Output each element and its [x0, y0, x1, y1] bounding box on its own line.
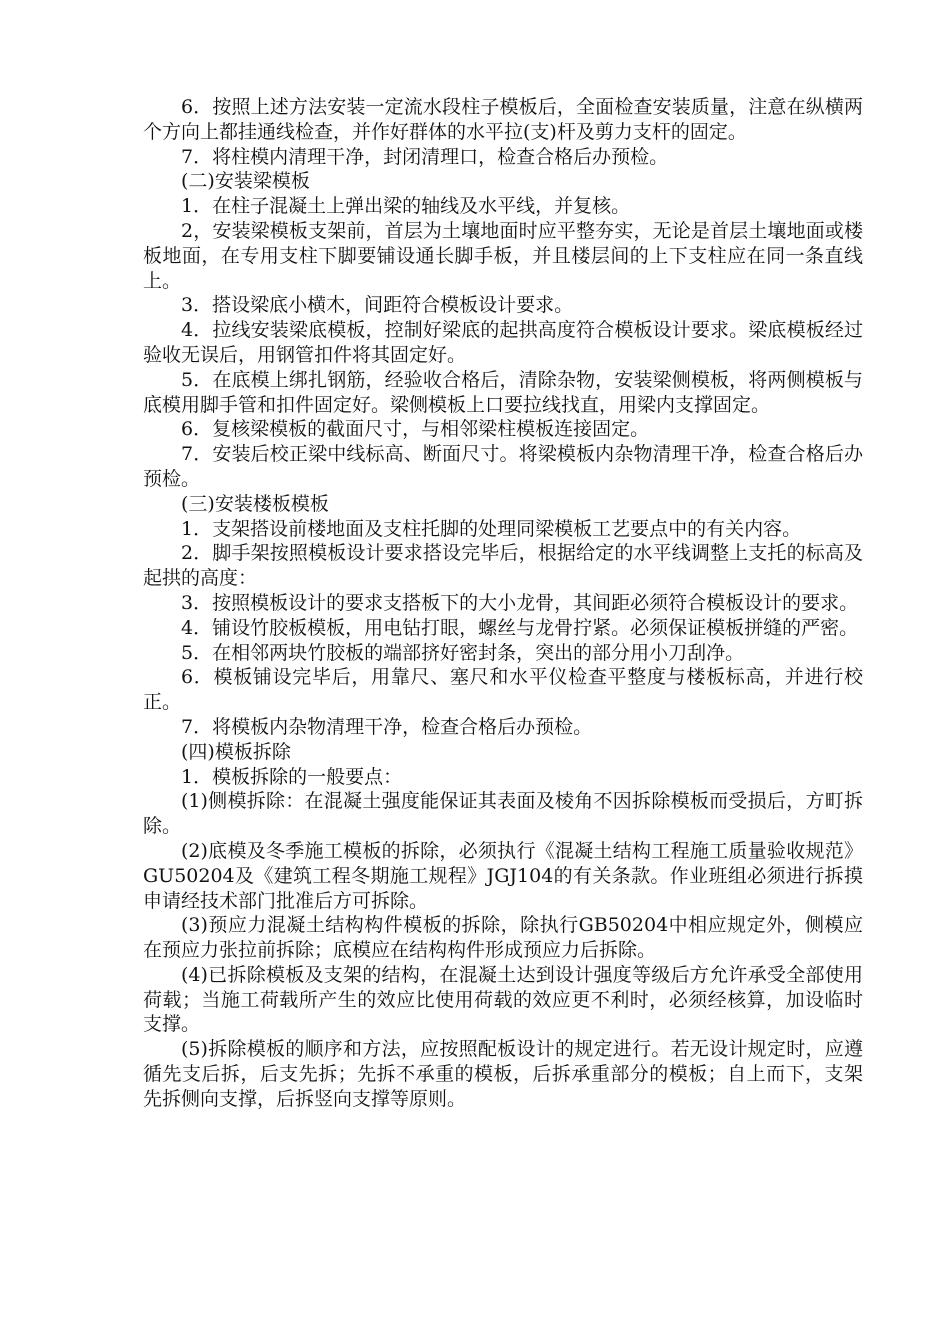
paragraph-slab-1: 1．支架搭设前楼地面及支柱托脚的处理同梁模板工艺要点中的有关内容。: [181, 517, 802, 540]
section-heading-beam-formwork: (二)安装梁模板: [181, 170, 310, 193]
paragraph-slab-2: 2．脚手架按照模板设计要求搭设完毕后，根据给定的水平线调整上支托的标高及起拱的高度：: [143, 542, 863, 590]
paragraph-removal-1: 1．模板拆除的一般要点：: [181, 765, 403, 788]
paragraph-removal-sub-3: (3)预应力混凝土结构构件模板的拆除，除执行GB50204中相应规定外，侧模应在预应力张拉前拆除；底模应在结构构件形成预应力后拆除。: [143, 914, 863, 962]
paragraph-removal-sub-5: (5)拆除模板的顺序和方法，应按照配板设计的规定进行。若无设计规定时，应遵循先支后拆，后支先拆；先拆不承重的模板，后拆承重部分的模板；自上而下，支架先拆侧向支撑，后拆竖向支撑等原则。: [143, 1038, 863, 1110]
document-body: [143, 95, 863, 1112]
paragraph-beam-6: 6．复核梁模板的截面尺寸，与相邻梁柱模板连接固定。: [181, 418, 650, 441]
paragraph-slab-7: 7．将模板内杂物清理干净，检查合格后办预检。: [181, 715, 593, 738]
paragraph-slab-4: 4．铺设竹胶板模板，用电钻打眼，螺丝与龙骨拧紧。必须保证模板拼缝的严密。: [181, 616, 859, 639]
paragraph-removal-sub-1: (1)侧模拆除：在混凝土强度能保证其表面及棱角不因拆除模板而受损后，方町拆除。: [143, 790, 863, 838]
paragraph-beam-2: 2，安装梁模板支架前，首层为土壤地面时应平整夯实，无论是首层土壤地面或楼板地面，在专用支柱下脚要铺设通长脚手板，并且楼层间的上下支柱应在同一条直线上。: [143, 219, 863, 292]
paragraph-beam-1: 1．在柱子混凝土上弹出梁的轴线及水平线，并复核。: [181, 195, 631, 218]
paragraph-removal-sub-4: (4)已拆除模板及支架的结构，在混凝土达到设计强度等级后方允许承受全部使用荷载；当施工荷载所产生的效应比使用荷载的效应更不利时，必须经核算，加设临时支撑。: [143, 963, 863, 1036]
paragraph-beam-3: 3．搭设梁底小横木，间距符合模板设计要求。: [181, 294, 574, 317]
paragraph-beam-5: 5．在底模上绑扎钢筋，经验收合格后，清除杂物，安装梁侧模板，将两侧模板与底模用脚手管和扣件固定好。梁侧模板上口要拉线找直，用梁内支撑固定。: [143, 368, 863, 416]
section-heading-formwork-removal: (四)模板拆除: [181, 740, 291, 763]
section-heading-slab-formwork: (三)安装楼板模板: [181, 492, 329, 515]
paragraph-slab-3: 3．按照模板设计的要求支搭板下的大小龙骨，其间距必须符合模板设计的要求。: [181, 591, 859, 614]
paragraph-item-7: 7．将柱模内清理干净，封闭清理口，检查合格后办预检。: [181, 145, 669, 168]
paragraph-item-6: 6．按照上述方法安装一定流水段柱子模板后，全面检查安装质量，注意在纵横两个方向上都挂通线检查，并作好群体的水平拉(支)杆及剪力支杆的固定。: [143, 96, 863, 143]
paragraph-removal-sub-2: (2)底模及冬季施工模板的拆除，必须执行《混凝土结构工程施工质量验收规范》GU50204及《建筑工程冬期施工规程》JGJ104的有关条款。作业班组必须进行拆摸申请经技术部门批准后方可拆除。: [143, 839, 863, 912]
paragraph-beam-4: 4．拉线安装梁底模板，控制好梁底的起拱高度符合模板设计要求。梁底模板经过验收无误后，用钢管扣件将其固定好。: [143, 319, 863, 366]
paragraph-beam-7: 7．安装后校正梁中线标高、断面尺寸。将梁模板内杂物清理干净，检查合格后办预检。: [143, 443, 863, 490]
paragraph-slab-6: 6．模板铺设完毕后，用靠尺、塞尺和水平仪检查平整度与楼板标高，并进行校正。: [143, 666, 863, 714]
paragraph-slab-5: 5．在相邻两块竹胶板的端部挤好密封条，突出的部分用小刀刮净。: [181, 641, 745, 664]
